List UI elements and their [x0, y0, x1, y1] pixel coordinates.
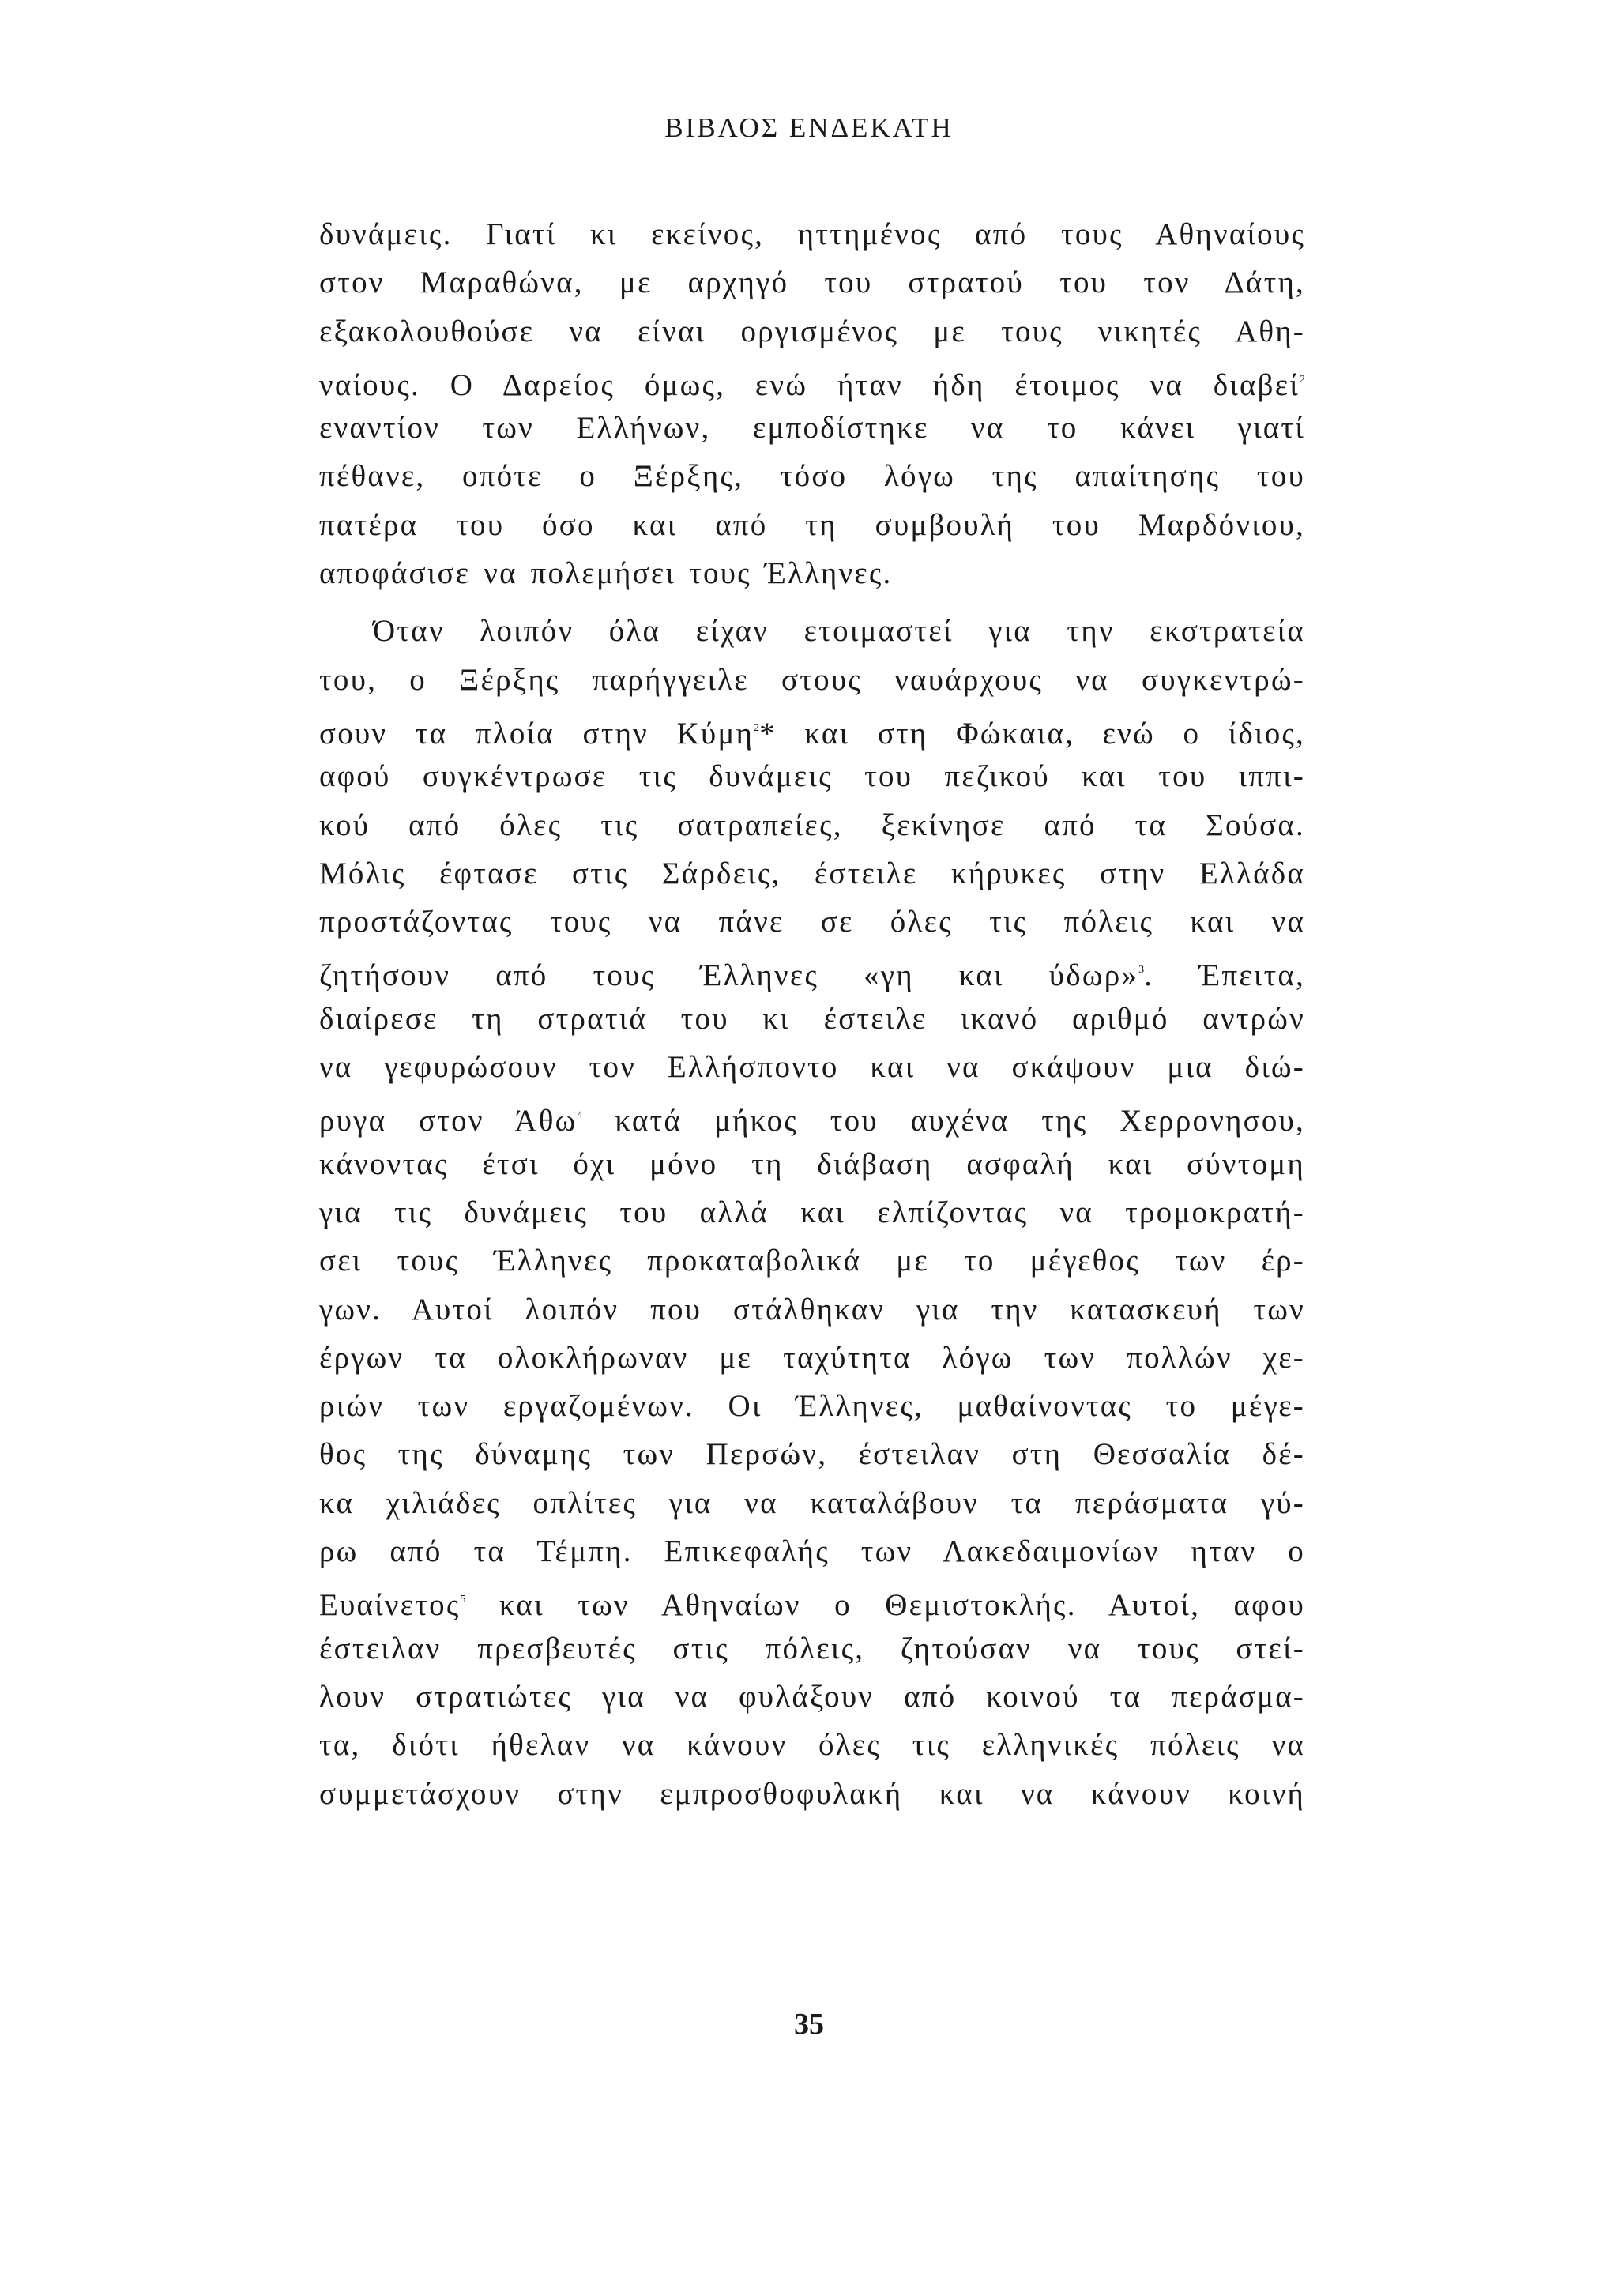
footnote-marker: 3 [1138, 964, 1145, 977]
text-line: αποφάσισε να πολεμήσει τους Έλληνες. [319, 556, 893, 591]
text-line: λουν στρατιώτες για να φυλάξουν από κοινού τα περάσμα- [319, 1679, 1305, 1714]
text-line: σει τους Έλληνες προκαταβολικά με το μέγεθος των έρ- [319, 1244, 1305, 1278]
text-line: να γεφυρώσουν τον Ελλήσποντο και να σκάψουν μια διώ- [319, 1050, 1305, 1085]
text-line: ρω από τα Τέμπη. Επικεφαλής των Λακεδαιμονίων ηταν ο [319, 1534, 1305, 1569]
body-text [319, 210, 1305, 1818]
text-line: Όταν λοιπόν όλα είχαν ετοιμαστεί για την εκστρατεία [373, 614, 1305, 649]
text-line: για τις δυνάμεις του αλλά και ελπίζοντας να τρομοκρατή- [319, 1195, 1305, 1229]
text-line: στον Μαραθώνα, με αρχηγό του στρατού του τον Δάτη, [319, 265, 1305, 300]
text-line: γων. Αυτοί λοιπόν που στάλθηκαν για την κατασκευή των [319, 1292, 1305, 1327]
text-fragment: κατά μήκος του αυχένα της Χερρονησου, [582, 1104, 1306, 1139]
footnote-marker: 5 [460, 1594, 466, 1606]
running-head: ΒΙΒΛΟΣ ΕΝΔΕΚΑΤΗ [664, 112, 954, 143]
footnote-marker: 2 [1300, 373, 1305, 386]
text-line: εναντίον των Ελλήνων, εμποδίστηκε να το κάνει γιατί [319, 411, 1305, 446]
text-fragment: και των Αθηναίων ο Θεμιστοκλής. Αυτοί, αφου [465, 1588, 1305, 1623]
text-fragment: ζητήσουν από τους Έλληνες «γη και ύδωρ» [319, 958, 1139, 993]
text-line [319, 1575, 1305, 1624]
text-fragment: ρυγα στον Άθω [319, 1104, 578, 1139]
text-line: κού από όλες τις σατραπείες, ξεκίνησε από τα Σούσα. [319, 807, 1305, 842]
text-line: προστάζοντας τους να πάνε σε όλες τις πόλεις και να [319, 905, 1305, 939]
text-line: πέθανε, οπότε ο Ξέρξης, τόσο λόγω της απαίτησης του [319, 459, 1305, 494]
text-line: συμμετάσχουν στην εμπροσθοφυλακή και να κάνουν κοινή [319, 1776, 1305, 1811]
text-fragment: Ευαίνετος [319, 1588, 461, 1623]
text-line [319, 704, 1305, 752]
text-line: διαίρεσε τη στρατιά του κι έστειλε ικανό αριθμό αντρών [319, 1001, 1305, 1036]
text-line: θος της δύναμης των Περσών, έστειλαν στη Θεσσαλία δέ- [319, 1437, 1305, 1472]
footnote-marker: 2 [754, 721, 760, 734]
text-fragment: * και στη Φώκαια, ενώ ο ίδιος, [759, 716, 1305, 751]
text-fragment: σουν τα πλοία στην Κύμη [319, 716, 754, 751]
text-line: έργων τα ολοκλήρωναν με ταχύτητα λόγω των πολλών χε- [319, 1340, 1305, 1375]
text-line: τα, διότι ήθελαν να κάνουν όλες τις ελληνικές πόλεις να [319, 1728, 1305, 1763]
text-line: κα χιλιάδες οπλίτες για να καταλάβουν τα περάσματα γύ- [319, 1485, 1305, 1520]
text-line [319, 356, 1305, 404]
text-line: εξακολουθούσε να είναι οργισμένος με τους νικητές Αθη- [319, 314, 1305, 348]
text-fragment: ναίους. Ο Δαρείος όμως, ενώ ήταν ήδη έτοιμος να διαβεί [319, 367, 1300, 402]
text-line [319, 1091, 1305, 1139]
footnote-marker: 4 [577, 1109, 583, 1122]
text-line: έστειλαν πρεσβευτές στις πόλεις, ζητούσαν να τους στεί- [319, 1631, 1305, 1666]
text-line: του, ο Ξέρξης παρήγγειλε στους ναυάρχους να συγκεντρώ- [319, 662, 1305, 697]
text-line: δυνάμεις. Γιατί κι εκείνος, ηττημένος από τους Αθηναίους [319, 217, 1305, 251]
page-number: 35 [794, 2008, 824, 2041]
text-line: πατέρα του όσο και από τη συμβουλή του Μαρδόνιου, [319, 507, 1305, 542]
text-line [319, 946, 1305, 994]
text-fragment: . Έπειτα, [1144, 958, 1305, 993]
paragraph-gap [319, 597, 1305, 607]
text-line: κάνοντας έτσι όχι μόνο τη διάβαση ασφαλή και σύντομη [319, 1146, 1305, 1181]
text-line: αφού συγκέντρωσε τις δυνάμεις του πεζικού και του ιππι- [319, 759, 1305, 794]
text-line: Μόλις έφτασε στις Σάρδεις, έστειλε κήρυκες στην Ελλάδα [319, 856, 1305, 890]
text-line: ριών των εργαζομένων. Οι Έλληνες, μαθαίνοντας το μέγε- [319, 1389, 1305, 1424]
